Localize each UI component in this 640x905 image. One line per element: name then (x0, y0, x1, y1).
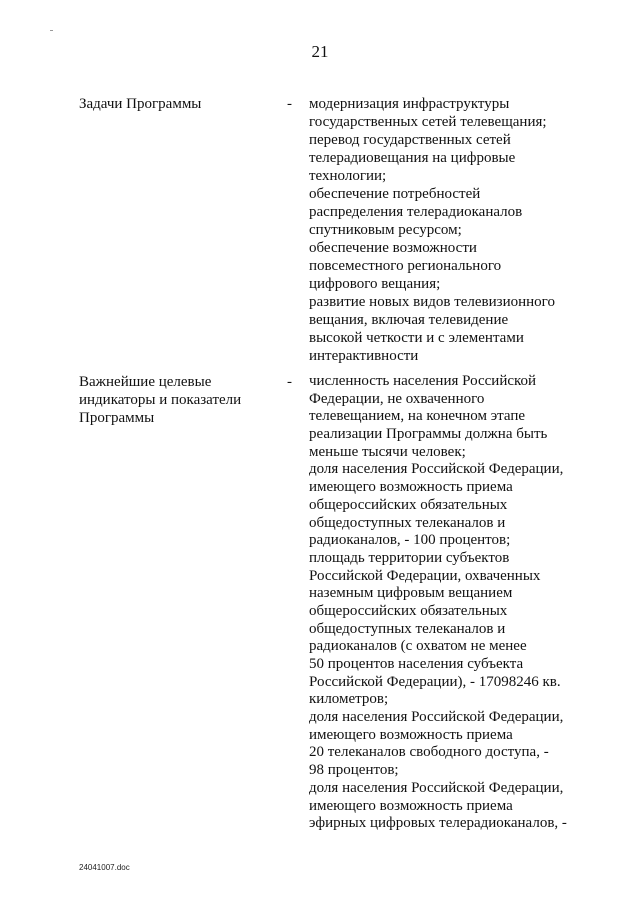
text-line: меньше тысячи человек; (309, 443, 466, 460)
text-line: телевещанием, на конечном этапе (309, 408, 526, 425)
program-tasks-text (309, 95, 609, 365)
text-line: общероссийских обязательных (309, 602, 508, 619)
text-line: обеспечение потребностей (309, 186, 481, 202)
text-line: 50 процентов населения субъекта (309, 656, 524, 672)
text-line: высокой четкости и с элементами (309, 330, 524, 346)
text-line: площадь территории субъектов (309, 549, 510, 566)
document-filename: 24041007.doc (79, 863, 130, 872)
text-line: доля населения Российской Федерации, (309, 709, 564, 726)
program-tasks-label: Задачи Программы (79, 96, 202, 112)
text-line: технологии; (309, 168, 387, 184)
text-line: общедоступных телеканалов и (309, 514, 506, 531)
text-line: доля населения Российской Федерации, (309, 779, 564, 796)
text-line: 20 телеканалов свободного доступа, - (309, 744, 549, 761)
text-line: Российской Федерации), - 17098246 кв. (309, 673, 561, 690)
text-line: развитие новых видов телевизионного (309, 294, 555, 310)
text-line: имеющего возможность приема (309, 479, 513, 496)
scan-mark (50, 30, 53, 31)
text-line: 98 процентов; (309, 762, 399, 779)
text-line: эфирных цифровых телерадиоканалов, - (309, 815, 567, 832)
text-line: наземным цифровым вещанием (309, 585, 513, 602)
text-line: Российской Федерации, охваченных (309, 567, 541, 584)
text-line: имеющего возможность приема (309, 797, 513, 814)
text-line: радиоканалов, - 100 процентов; (309, 532, 511, 549)
text-line: повсеместного регионального (309, 258, 502, 274)
text-line: доля населения Российской Федерации, (309, 461, 564, 478)
text-line: телерадиовещания на цифровые (309, 150, 516, 166)
text-line: интерактивности (309, 348, 419, 364)
text-line: вещания, включая телевидение (309, 312, 509, 328)
text-line: спутниковым ресурсом; (309, 222, 462, 238)
text-line: общедоступных телеканалов и (309, 620, 506, 637)
target-indicators-label: Важнейшие целевые индикаторы и показатели Программы (79, 374, 242, 426)
text-line: обеспечение возможности (309, 240, 477, 256)
text-line: Федерации, не охваченного (309, 390, 485, 407)
text-line: перевод государственных сетей (309, 132, 511, 148)
text-line: модернизация инфраструктуры (309, 96, 510, 112)
text-line: радиоканалов (с охватом не менее (309, 638, 527, 655)
page-number: 21 (311, 42, 329, 61)
text-line: общероссийских обязательных (309, 496, 508, 513)
text-line: государственных сетей телевещания; (309, 114, 547, 130)
text-line: распределения телерадиоканалов (309, 204, 523, 220)
text-line: километров; (309, 691, 389, 708)
target-indicators-dash: - (287, 374, 292, 390)
program-tasks-dash: - (287, 96, 292, 112)
text-line: реализации Программы должна быть (309, 426, 548, 443)
text-line: численность населения Российской (309, 373, 537, 389)
text-line: имеющего возможность приема (309, 726, 513, 743)
text-line: цифрового вещания; (309, 276, 441, 292)
target-indicators-text (309, 373, 609, 833)
